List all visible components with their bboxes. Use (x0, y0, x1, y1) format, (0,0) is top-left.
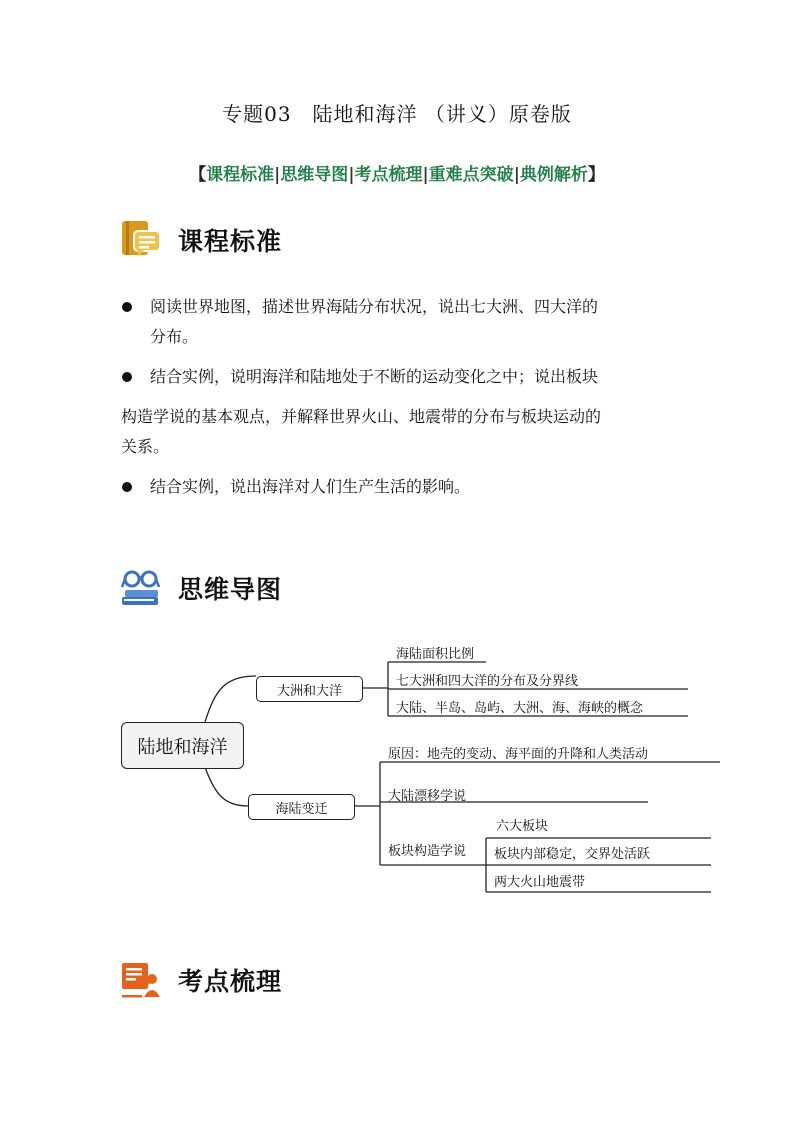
mindmap-leaf: 大陆、半岛、岛屿、大洲、海、海峡的概念 (396, 701, 644, 716)
mindmap-leaf: 板块内部稳定，交界处活跃 (494, 847, 651, 862)
section-standards-title: 课程标准 (178, 227, 283, 256)
nav-separator: | (513, 165, 520, 185)
section-mindmap-title: 思维导图 (178, 575, 283, 604)
section-review-header (120, 958, 282, 1002)
mindmap-leaf: 六大板块 (496, 819, 549, 834)
nav-link-review[interactable]: 考点梳理 (354, 165, 423, 185)
nav-separator: | (274, 165, 281, 185)
mindmap-leaf: 大陆漂移学说 (388, 789, 467, 804)
nav-bracket-close: 】 (587, 165, 605, 185)
mindmap-branch-changes: 海陆变迁 (248, 794, 355, 820)
teacher-board-icon (120, 959, 162, 1001)
nav-link-standards[interactable]: 课程标准 (206, 165, 275, 185)
nav-link-mindmap[interactable]: 思维导图 (280, 165, 349, 185)
standard-3-line1: 结合实例，说出海洋对人们生产生活的影响。 (150, 477, 471, 496)
nav-link-examples[interactable]: 典例解析 (519, 165, 588, 185)
nav-separator: | (422, 165, 429, 185)
mindmap-sub-branch: 板块构造学说 (388, 844, 467, 859)
nav-bracket-open: 【 (189, 165, 207, 185)
standard-2-line3: 关系。 (121, 437, 170, 456)
nav-link-difficulties[interactable]: 重难点突破 (428, 165, 514, 185)
mindmap-leaf: 两大火山地震带 (494, 875, 586, 890)
section-review-title: 考点梳理 (178, 967, 283, 996)
mindmap-leaf: 七大洲和四大洋的分布及分界线 (396, 674, 579, 689)
mindmap-root-node: 陆地和海洋 (121, 722, 244, 769)
mindmap-leaf: 海陆面积比例 (396, 647, 475, 662)
standard-2-line1: 结合实例，说明海洋和陆地处于不断的运动变化之中；说出板块 (150, 367, 599, 386)
standard-1-line1: 阅读世界地图，描述世界海陆分布状况，说出七大洲、四大洋的 (150, 297, 599, 316)
mindmap-leaf: 原因：地壳的变动、海平面的升降和人类活动 (388, 747, 649, 762)
mindmap-branch-continents: 大洲和大洋 (256, 676, 363, 702)
standard-1-line2: 分布。 (150, 327, 199, 346)
page-title: 专题03 陆地和海洋 （讲义）原卷版 (222, 102, 572, 126)
nav-separator: | (348, 165, 355, 185)
standard-2-line2: 构造学说的基本观点，并解释世界火山、地震带的分布与板块运动的 (121, 407, 602, 426)
